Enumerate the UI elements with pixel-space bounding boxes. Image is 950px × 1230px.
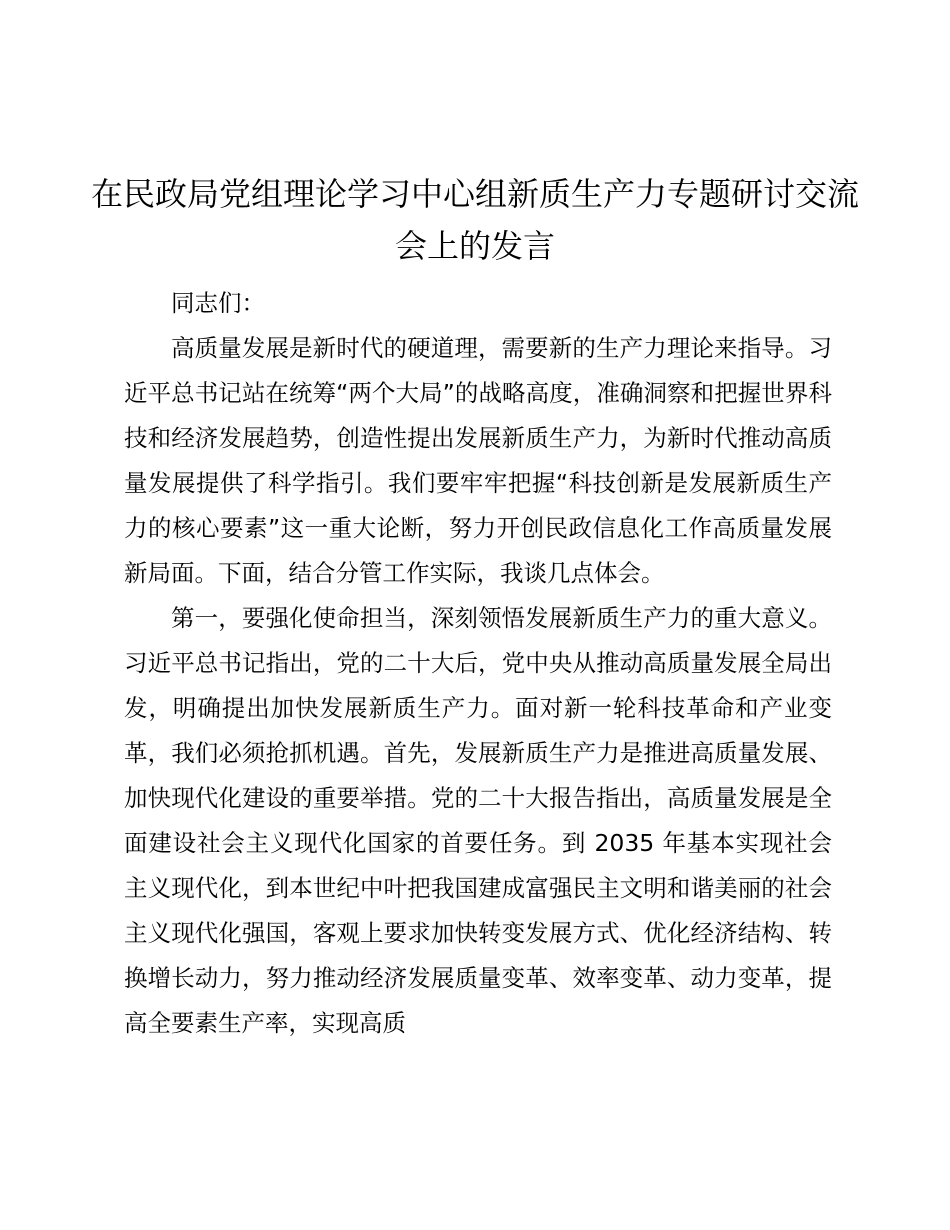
paragraph-intro: 高质量发展是新时代的硬道理，需要新的生产力理论来指导。习近平总书记站在统筹“两个大局”的战略高度，准确洞察和把握世界科技和经济发展趋势，创造性提出发展新质生产力，为新时代推动高质量发展提供了科学指引。我们要牢牢把握“科技创新是发展新质生产力的核心要素”这一重大论断，努力开创民政信息化工作高质量发展新局面。下面，结合分管工作实际，我谈几点体会。: [124, 334, 832, 587]
document-body: [124, 281, 832, 1046]
paragraph-first-point: 第一，要强化使命担当，深刻领悟发展新质生产力的重大意义。习近平总书记指出，党的二十大后，党中央从推动高质量发展全局出发，明确提出加快发展新质生产力。面对新一轮科技革命和产业变革，我们必须抢抓机遇。首先，发展新质生产力是推进高质量发展、加快现代化建设的重要举措。党的二十大报告指出，高质量发展是全面建设社会主义现代化国家的首要任务。到 2035 年基本实现社会主义现代化，到本世纪中叶把我国建成富强民主文明和谐美丽的社会主义现代化强国，客观上要求加快转变发展方式、优化经济结构、转换增长动力，努力推动经济发展质量变革、效率变革、动力变革，提高全要素生产率，实现高质: [124, 604, 832, 1037]
document-title: 在民政局党组理论学习中心组新质生产力专题研讨交流会上的发言: [90, 175, 859, 265]
salutation: 同志们：: [171, 289, 265, 317]
